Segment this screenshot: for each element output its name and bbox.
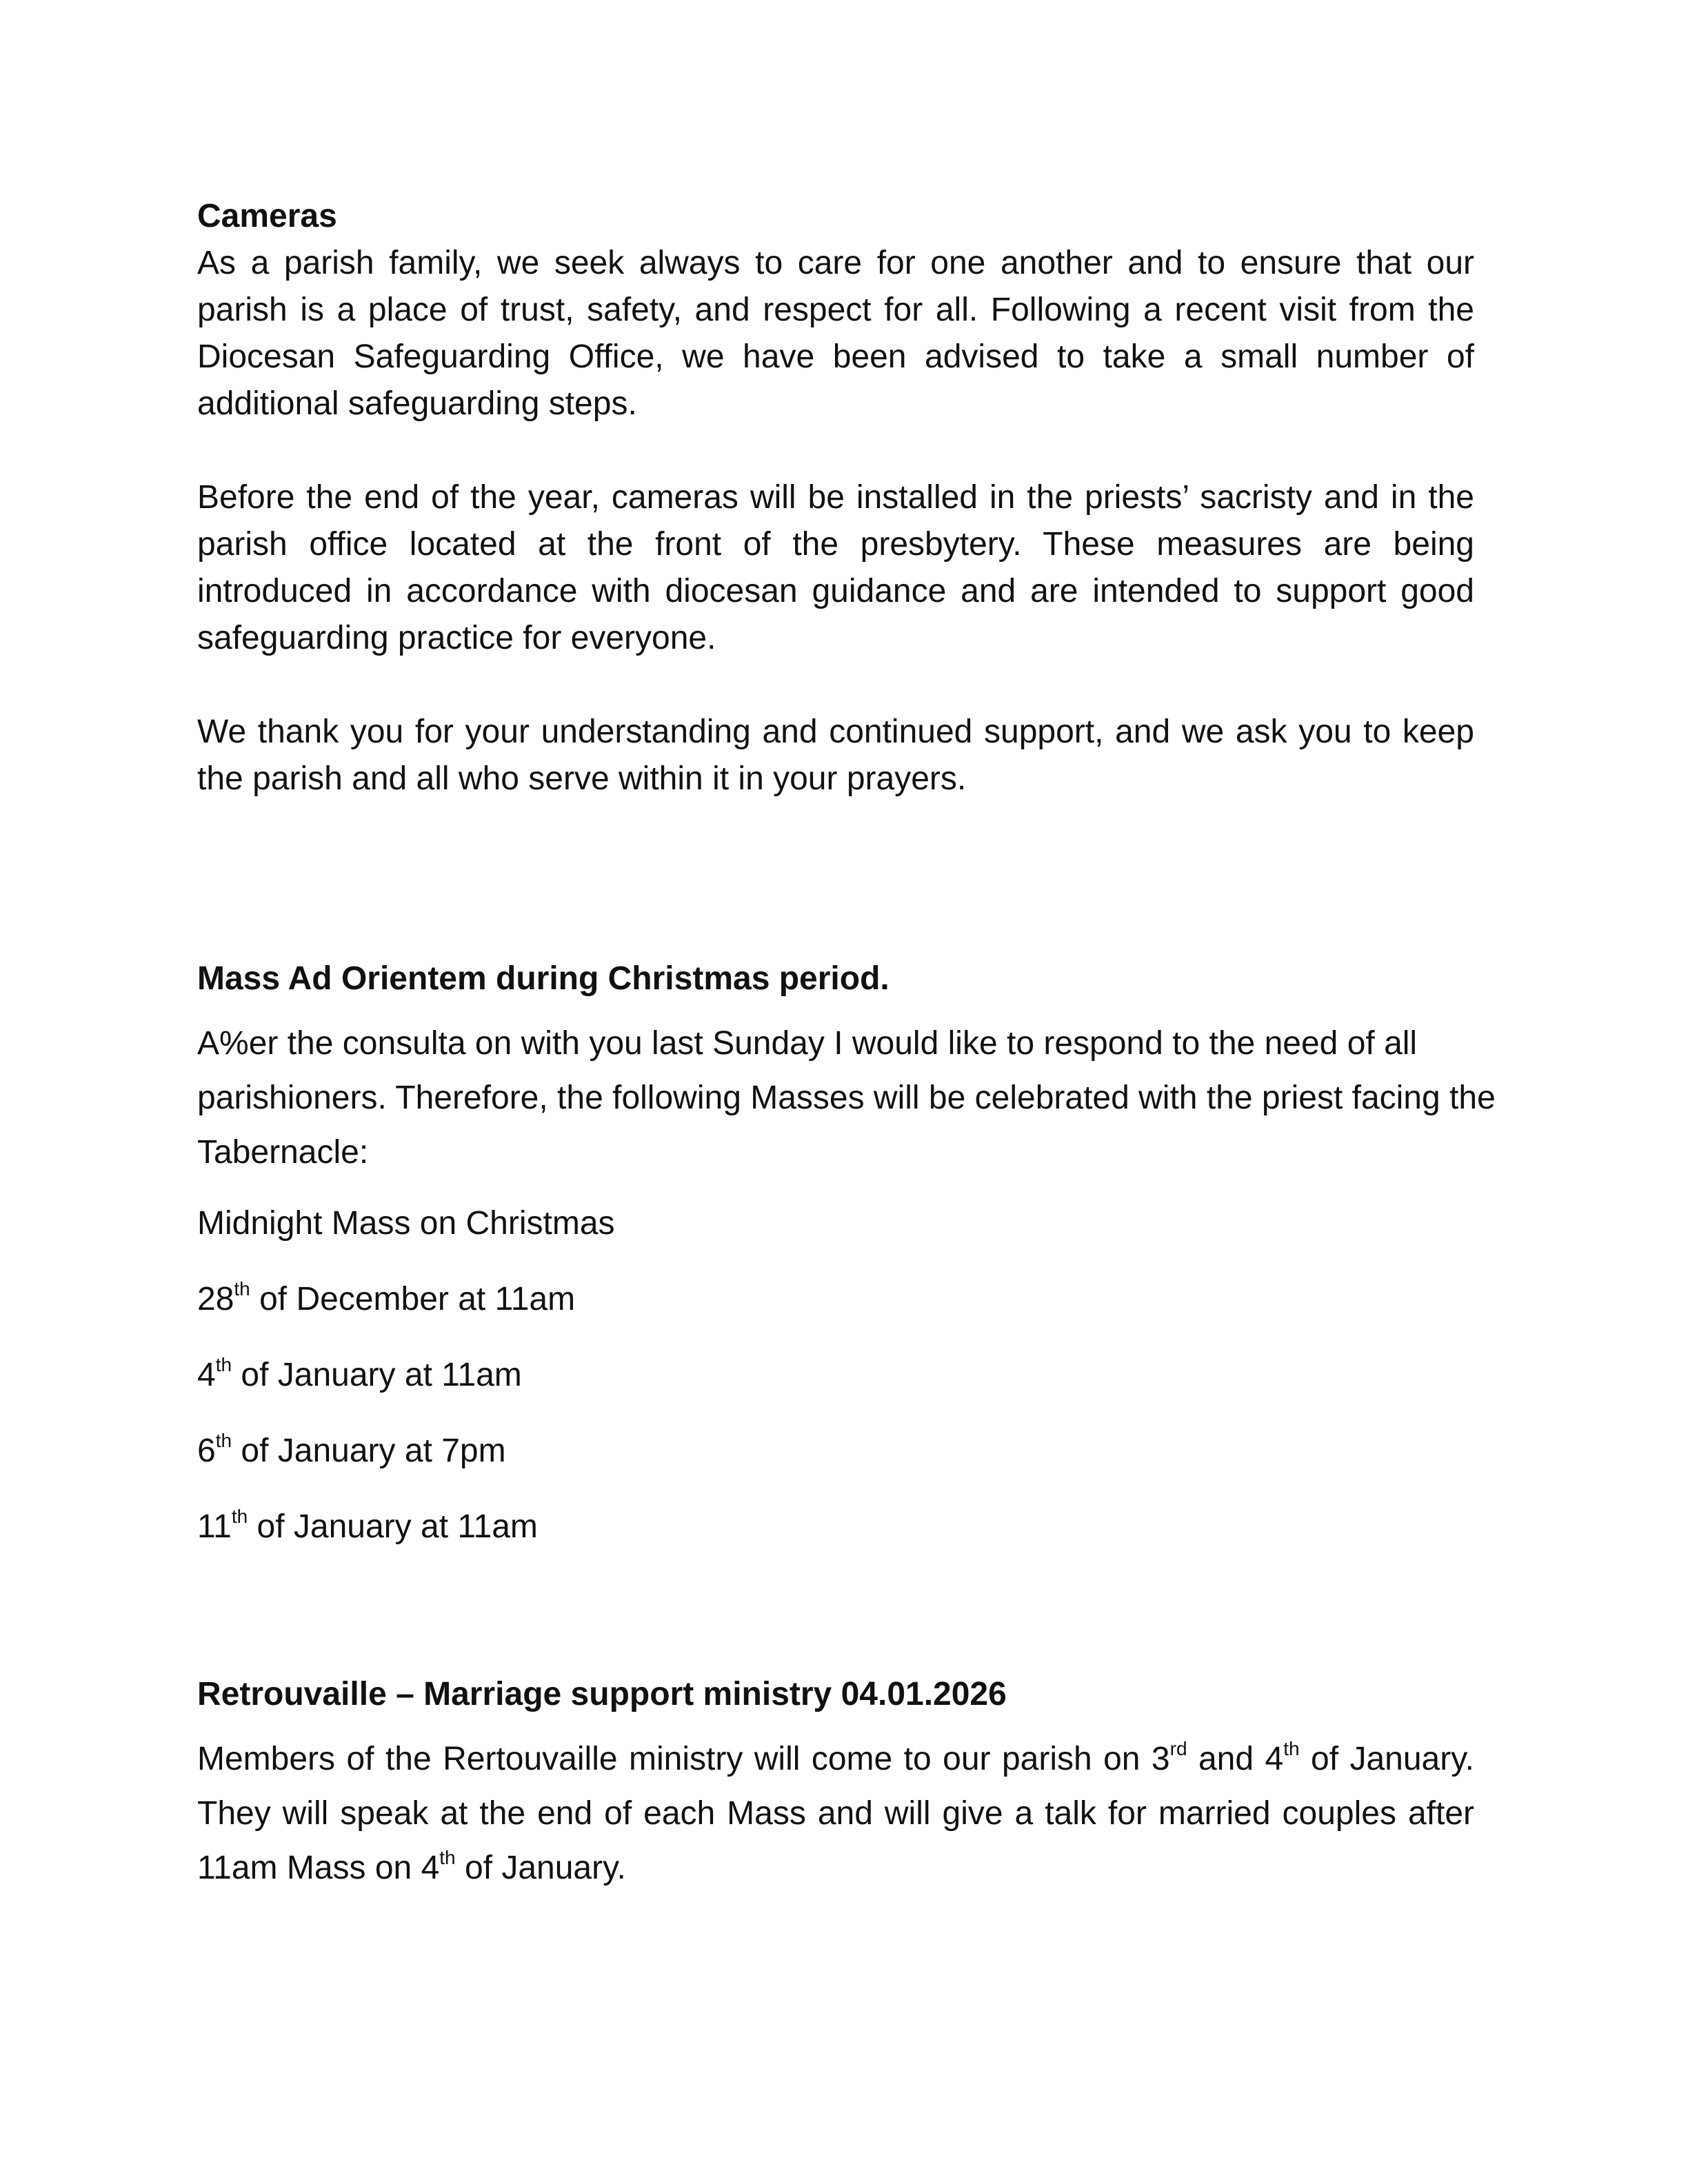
retrouvaille-section <box>197 1667 1474 1895</box>
mass-intro: A%er the consulta on with you last Sunday I would like to respond to the need of all parishioners. Therefore, the following Masses will be celebrated with the priest facing the Tabernacle: <box>197 1025 1496 1171</box>
cameras-section <box>197 193 1474 802</box>
retrouvaille-heading: Retrouvaille – Marriage support ministry 04.01.2026 <box>197 1676 1007 1712</box>
cameras-paragraph-2: Before the end of the year, cameras will be installed in the priests’ sacristy and in the parish office located at the front of the presbytery. These measures are being introduced in accordance with diocesan guidance and are intended to support good safeguarding practice for everyone. <box>197 479 1474 656</box>
mass-heading: Mass Ad Orientem during Christmas period. <box>197 960 890 997</box>
mass-item-4: 11th of January at 11am <box>197 1506 538 1545</box>
mass-item-2: 4th of January at 11am <box>197 1354 522 1393</box>
cameras-heading: Cameras <box>197 198 337 234</box>
mass-item-1: 28th of December at 11am <box>197 1278 576 1317</box>
cameras-paragraph-3: We thank you for your understanding and continued support, and we ask you to keep the parish and all who serve within it in your prayers. <box>197 714 1474 797</box>
mass-item-midnight: Midnight Mass on Christmas <box>197 1205 615 1242</box>
mass-item-3: 6th of January at 7pm <box>197 1430 506 1469</box>
retrouvaille-paragraph: Members of the Rertouvaille ministry will come to our parish on 3rd and 4th of January. They will speak at the end of each Mass and will give a talk for married couples after 11am Mass on 4th of January. <box>197 1738 1475 1886</box>
cameras-paragraph-1: As a parish family, we seek always to care for one another and to ensure that our parish is a place of trust, safety, and respect for all. Following a recent visit from the Diocesan Safeguarding Office, we have been advised to take a small number of additional safeguarding steps. <box>197 245 1474 422</box>
mass-ad-orientem-section <box>197 951 1507 1579</box>
